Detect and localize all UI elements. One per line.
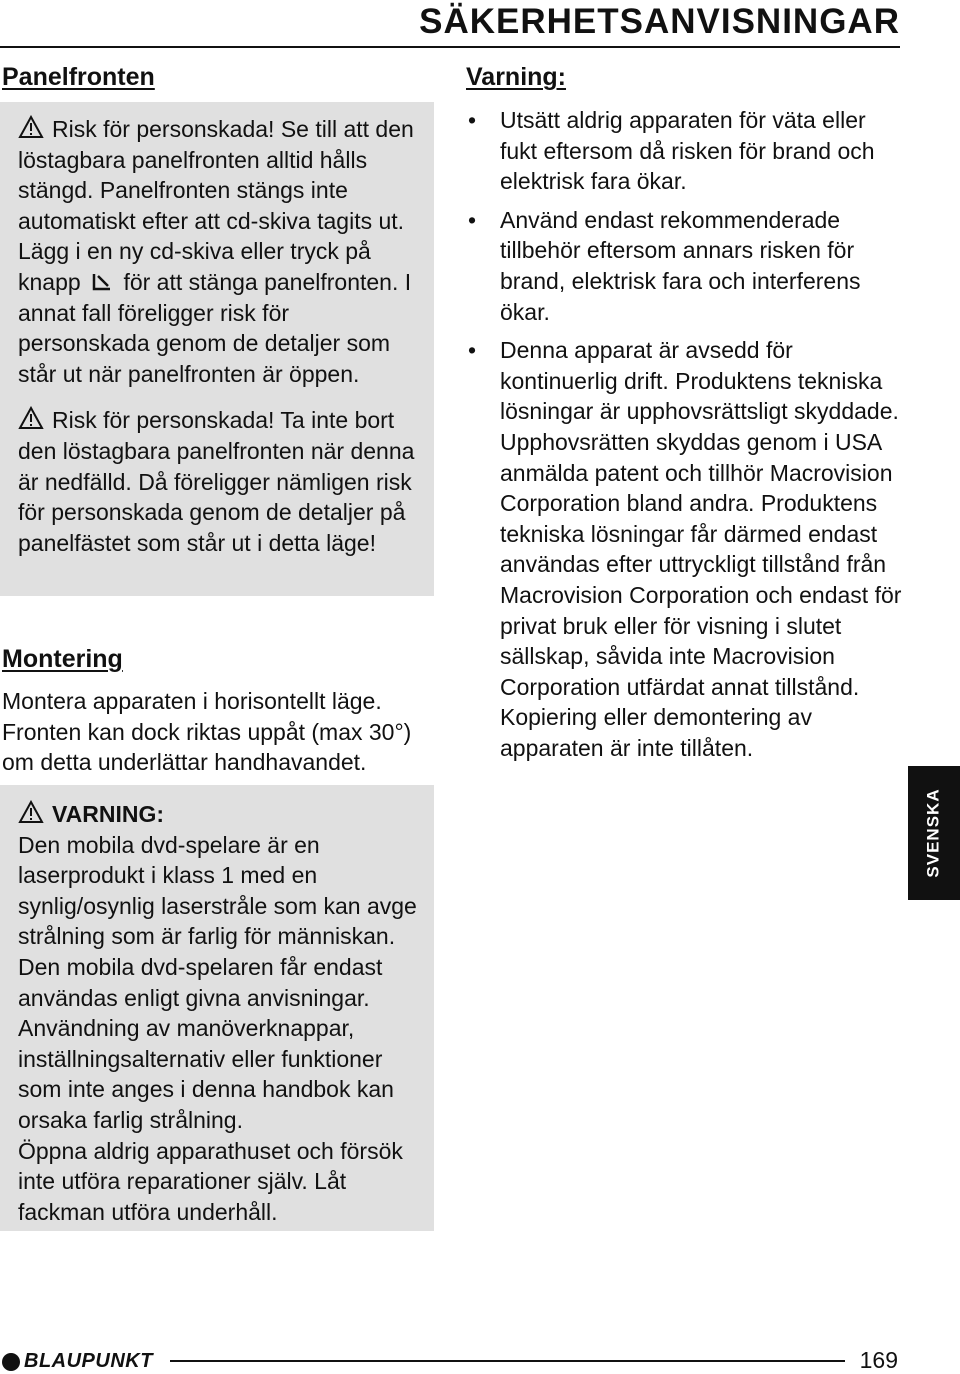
language-label: SVENSKA — [924, 788, 943, 878]
warning-triangle-icon — [18, 800, 44, 824]
brand-name: BLAUPUNKT — [24, 1350, 153, 1372]
page-number: 169 — [859, 1347, 898, 1373]
bullet-glyph: • — [468, 337, 477, 364]
varning-box — [0, 785, 434, 1231]
warning-2-text: Ta inte bort den löstagbara panelfronten när denna är nedfälld. Då föreligger nämligen risk för personskada genom de detaljer på panelfästet som står ut i detta läge! — [18, 407, 415, 556]
list-item — [466, 335, 902, 763]
varning-title: VARNING: — [52, 801, 165, 827]
brand-logo — [2, 1350, 153, 1373]
varning-bullet-list — [466, 105, 902, 771]
varning-paragraph-1: Den mobila dvd-spelare är en laserprodukt i klass 1 med en synlig/osynlig laserstråle som kan avge strålning som är farlig för människan. Den mobila dvd-spelaren får endast användas enligt givna anvisningar. Användning av manöverknappar, inställningsalternativ eller funktioner som inte anges i denna handbok kan orsaka farlig strålning. — [18, 831, 417, 1133]
warning-1-lead: Risk för personskada! — [52, 116, 275, 142]
montering-text: Montera apparaten i horisontellt läge. Fronten kan dock riktas uppåt (max 30°) om detta underlättar handhavandet. — [2, 688, 412, 776]
section-heading-montering: Montering — [2, 645, 123, 673]
header-rule — [0, 46, 900, 48]
footer-rule — [170, 1360, 845, 1362]
warning-1-after-button: för att stänga panelfronten. I annat fall föreligger risk för personskada genom de detaljer som står ut när panelfronten är öppen. — [18, 268, 412, 387]
varning-paragraph-2: Öppna aldrig apparathuset och försök inte utföra reparationer själv. Låt fackman utföra underhåll. — [18, 1137, 403, 1225]
list-item — [466, 205, 902, 327]
section-heading-panelfronten: Panelfronten — [2, 63, 155, 91]
language-side-tab — [908, 766, 960, 900]
bullet-glyph: • — [468, 107, 477, 133]
section-heading-varning: Varning: — [466, 63, 567, 91]
warning-triangle-icon — [18, 406, 44, 430]
bullet-text: Utsätt aldrig apparaten för väta eller fukt eftersom då risken för brand och elektrisk fara ökar. — [500, 107, 875, 195]
page-title: SÄKERHETSANVISNINGAR — [419, 2, 900, 41]
panelfronten-warning-box — [0, 102, 434, 596]
bullet-text: Denna apparat är avsedd för kontinuerlig drift. Produktens tekniska lösningar är upphovsrättsligt skyddade. Upphovsrätten skyddas genom i USA anmälda patent och tillhör Macrovision Corporation bland andra. Produktens tekniska lösningar får därmed endast användas efter uttryckligt tillstånd från Macrovision Corporation och endast för privat bruk eller för visning i slutet sällskap, såvida inte Macrovision Corporation utfärdat annat tillstånd. Kopiering eller demontering av apparaten är inte tillåten. — [500, 337, 902, 761]
warning-paragraph-1 — [18, 114, 418, 389]
list-item — [466, 105, 902, 197]
bullet-glyph: • — [468, 206, 477, 233]
warning-1-text: Se till att den löstagbara panelfronten alltid hålls stängd. Panelfronten stängs inte automatiskt efter att cd-skiva tagits ut. Lägg i en ny cd-skiva eller tryck på knapp — [18, 116, 414, 295]
warning-2-lead: Risk för personskada! — [52, 407, 275, 434]
warning-paragraph-2 — [18, 405, 418, 558]
bullet-text: Använd endast rekommenderade tillbehör eftersom annars risken för brand, elektrisk fara och interferens ökar. — [500, 206, 861, 325]
eject-icon — [91, 270, 113, 292]
varning-title-line — [18, 799, 418, 830]
logo-dot-icon — [2, 1353, 20, 1371]
warning-triangle-icon — [18, 115, 44, 139]
